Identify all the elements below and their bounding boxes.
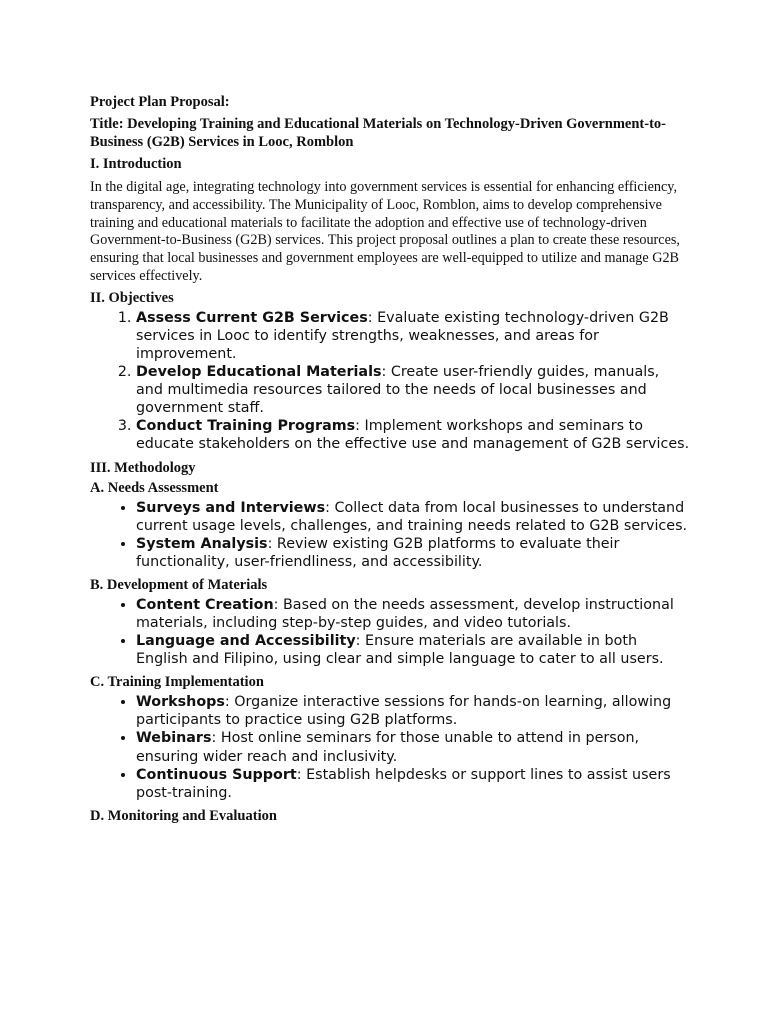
list-item-text: : Create user-friendly guides, manuals, and multimedia resources tailored to the needs of local businesses and government staff.: [136, 364, 660, 417]
document-page: [90, 93, 690, 825]
list-item-term: Continuous Support: [136, 766, 297, 783]
training-list: [90, 693, 690, 802]
list-item-term: Surveys and Interviews: [136, 499, 326, 516]
list-item-text: : Collect data from local businesses to understand current usage levels, challenges, and training needs related to G2B services.: [136, 499, 688, 534]
list-item-term: Workshops: [136, 694, 225, 711]
document-title: Title: Developing Training and Educational Materials on Technology-Driven Government-to-Business (G2B) Services in Looc, Romblon: [90, 116, 666, 150]
development-list: [90, 596, 690, 668]
subsection-heading-monitoring: D. Monitoring and Evaluation: [90, 807, 277, 824]
document-label: Project Plan Proposal:: [90, 94, 230, 110]
list-item: [136, 596, 690, 632]
list-item: [136, 766, 690, 802]
needs-assessment-list: [90, 499, 690, 571]
list-item-term: System Analysis: [136, 535, 268, 552]
list-item-text: : Organize interactive sessions for hands-on learning, allowing participants to practice using G2B platforms.: [136, 694, 672, 729]
list-item-text: : Host online seminars for those unable to attend in person, ensuring wider reach and inclusivity.: [136, 730, 640, 765]
list-item-term: Language and Accessibility: [136, 633, 356, 650]
subsection-heading-development: B. Development of Materials: [90, 576, 268, 593]
list-item-term: Conduct Training Programs: [136, 418, 356, 435]
list-item: [136, 729, 690, 765]
list-item: [136, 693, 690, 729]
list-item: [136, 309, 690, 363]
list-item: [136, 499, 690, 535]
subsection-heading-training: C. Training Implementation: [90, 674, 264, 691]
subsection-heading-needs-assessment: A. Needs Assessment: [90, 479, 219, 496]
list-item-text: : Based on the needs assessment, develop instructional materials, including step-by-step guides, and video tutorials.: [136, 596, 674, 631]
list-item-text: : Review existing G2B platforms to evaluate their functionality, user-friendliness, and accessibility.: [136, 535, 620, 570]
list-item: [136, 417, 690, 453]
list-item: [136, 535, 690, 571]
list-item-term: Content Creation: [136, 596, 274, 613]
list-item: [136, 632, 690, 668]
introduction-paragraph: In the digital age, integrating technology into government services is essential for enhancing efficiency, transparency, and accessibility. The Municipality of Looc, Romblon, aims to develop comprehensive training and educational materials to facilitate the adoption and effective use of technology-driven Government-to-Business (G2B) services. This project proposal outlines a plan to create these resources, ensuring that local businesses and government employees are well-equipped to utilize and manage G2B services effectively.: [90, 179, 680, 284]
list-item: [136, 363, 690, 417]
section-heading-objectives: II. Objectives: [90, 289, 174, 306]
list-item-text: : Implement workshops and seminars to educate stakeholders on the effective use and management of G2B services.: [136, 418, 690, 453]
section-heading-introduction: I. Introduction: [90, 156, 182, 172]
objectives-list: [90, 309, 690, 454]
section-heading-methodology: III. Methodology: [90, 459, 196, 476]
list-item-term: Assess Current G2B Services: [136, 309, 368, 326]
list-item-text: : Establish helpdesks or support lines to assist users post-training.: [136, 766, 671, 801]
list-item-term: Webinars: [136, 730, 212, 747]
list-item-text: : Ensure materials are available in both English and Filipino, using clear and simple language to cater to all users.: [136, 633, 664, 668]
list-item-term: Develop Educational Materials: [136, 364, 382, 381]
list-item-text: : Evaluate existing technology-driven G2B services in Looc to identify strengths, weaknesses, and areas for improvement.: [136, 309, 669, 362]
